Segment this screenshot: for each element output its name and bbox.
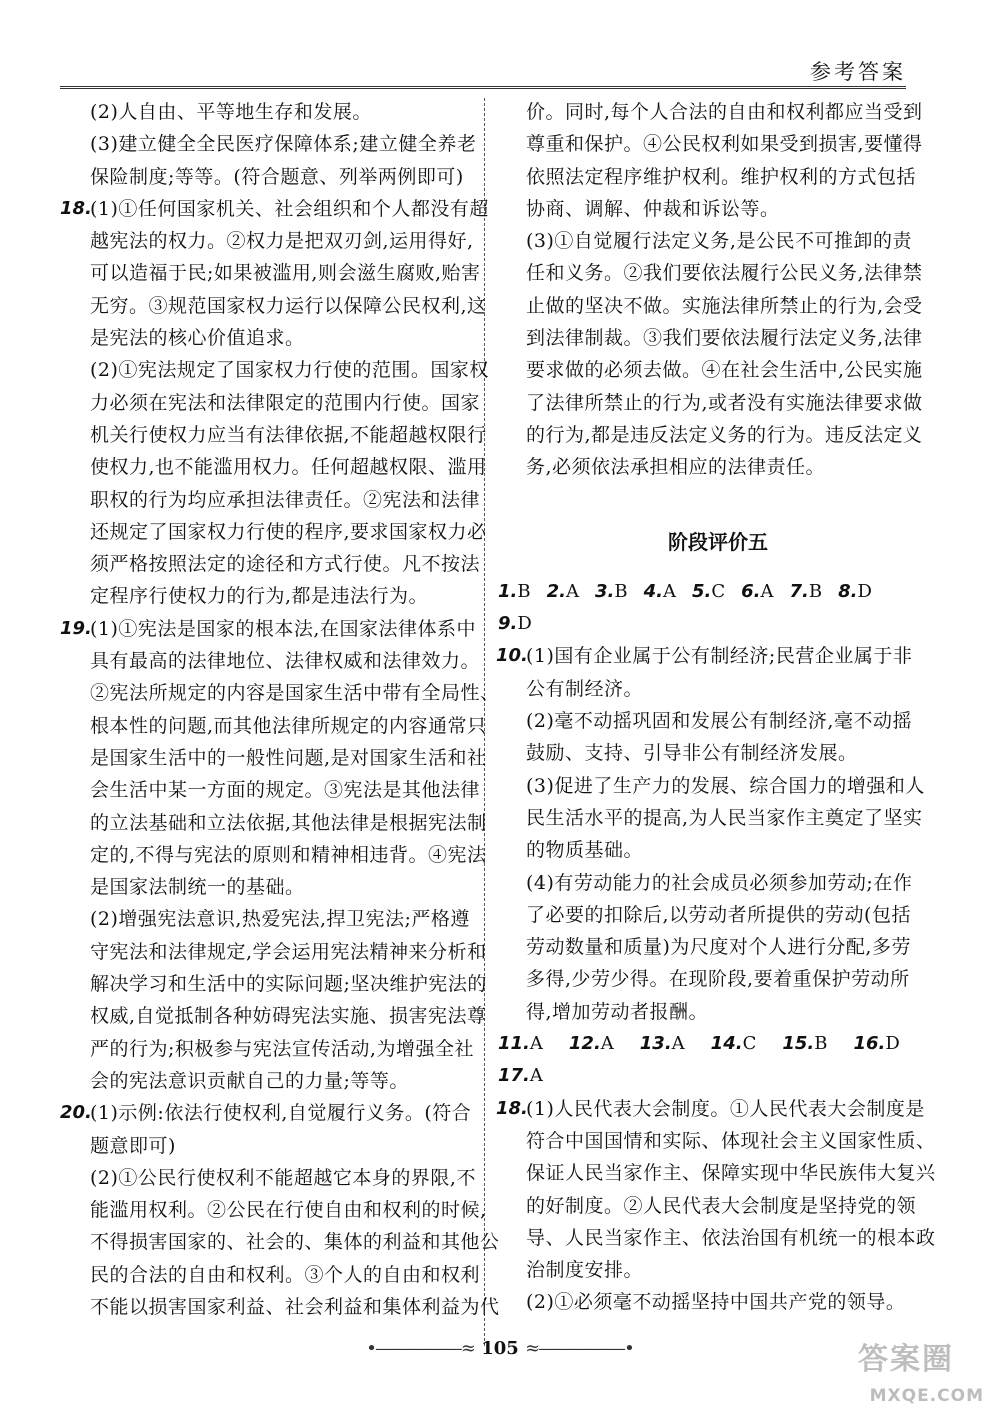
- answer-line: 严的行为;积极参与宪法宣传活动,为增强全社: [90, 1037, 474, 1060]
- page-header-title: 参考答案: [810, 60, 906, 84]
- question-number: 10.: [496, 645, 528, 667]
- answer-line: (2)①必须毫不动摇坚持中国共产党的领导。: [526, 1291, 906, 1314]
- answer-line: 保险制度;等等。(符合题意、列举两例即可): [90, 165, 464, 188]
- answer-line: 依照法定程序维护权利。维护权利的方式包括: [526, 165, 917, 188]
- mcq-item: 14.C: [710, 1033, 757, 1055]
- answer-line: 了法律所禁止的行为,或者没有实施法律要求做: [526, 391, 923, 414]
- answer-line: 得,增加劳动者报酬。: [526, 1000, 709, 1023]
- answer-line: 不能以损害国家利益、社会利益和集体利益为代: [90, 1295, 500, 1318]
- answer-line: 的好制度。②人民代表大会制度是坚持党的领: [526, 1194, 917, 1217]
- answer-line: 会生活中某一方面的规定。③宪法是其他法律: [90, 779, 481, 802]
- answer-line: (3)建立健全全民医疗保障体系;建立健全养老: [90, 133, 477, 156]
- answer-line: (2)毫不动摇巩固和发展公有制经济,毫不动摇: [526, 710, 912, 733]
- spacer: [498, 484, 910, 526]
- mcq-item: 12.A: [568, 1033, 614, 1055]
- mcq-answers-row: [498, 576, 910, 608]
- answer-line: (1)①宪法是国家的根本法,在国家法律体系中: [90, 617, 476, 640]
- question-18-stage5: [496, 1093, 936, 1319]
- spacer: [498, 558, 910, 576]
- mcq-answers-row: [498, 1028, 910, 1060]
- answer-line: 公有制经济。: [526, 677, 644, 700]
- question-19: [60, 613, 500, 1097]
- answer-line: 鼓励、支持、引导非公有制经济发展。: [526, 742, 858, 765]
- answer-line: 到法律制裁。③我们要依法履行法定义务,法律: [526, 327, 923, 350]
- answer-line: 职权的行为均应承担法律责任。②宪法和法律: [90, 488, 481, 511]
- mcq-item: 3.B: [594, 580, 628, 602]
- answer-line: 的行为,都是违反法定义务的行为。违反法定义: [526, 423, 923, 446]
- mcq-item: 13.A: [639, 1033, 685, 1055]
- answer-line: 协商、调解、仲裁和诉讼等。: [526, 197, 780, 220]
- answer-line: (1)示例:依法行使权利,自觉履行义务。(符合: [90, 1102, 472, 1125]
- answer-line: 无穷。③规范国家权力运行以保障公民权利,这: [90, 294, 487, 317]
- answer-line: 止做的坚决不做。实施法律所禁止的行为,会受: [526, 294, 923, 317]
- question-18: [60, 193, 489, 613]
- answer-line: 多得,少劳少得。在现阶段,要着重保护劳动所: [526, 968, 910, 991]
- answer-line: (1)①任何国家机关、社会组织和个人都没有超: [90, 197, 489, 220]
- answer-line: 要求做的必须去做。④在社会生活中,公民实施: [526, 359, 923, 382]
- answer-line: 还规定了国家权力行使的程序,要求国家权力必: [90, 520, 487, 543]
- answer-line: 导、人民当家作主、依法治国有机统一的根本政: [526, 1226, 936, 1249]
- page-number: 105: [481, 1338, 519, 1359]
- answer-line: (2)人自由、平等地生存和发展。: [90, 101, 372, 123]
- answer-line: 定的,不得与宪法的原则和精神相违背。④宪法: [90, 843, 487, 866]
- right-ornament-icon: ≈―――――•: [525, 1338, 634, 1359]
- answer-line: (1)国有企业属于公有制经济;民营企业属于非: [526, 645, 913, 668]
- answer-line: 权威,自觉抵制各种妨碍宪法实施、损害宪法尊: [90, 1005, 487, 1028]
- answer-line: 是国家法制统一的基础。: [90, 876, 305, 899]
- header-divider: [60, 86, 906, 89]
- answer-line: 力必须在宪法和法律限定的范围内行使。国家: [90, 391, 481, 414]
- answer-line: 的物质基础。: [526, 839, 644, 862]
- answer-line: (4)有劳动能力的社会成员必须参加劳动;在作: [526, 871, 913, 894]
- answer-line: 会的宪法意识贡献自己的力量;等等。: [90, 1069, 409, 1092]
- watermark: [794, 1334, 984, 1406]
- mcq-item: 16.D: [853, 1033, 900, 1055]
- section-title: 阶段评价五: [668, 529, 768, 554]
- answer-line: 任和义务。②我们要依法履行公民义务,法律禁: [526, 262, 923, 285]
- question-number: 20.: [60, 1102, 92, 1124]
- answer-line: 是国家生活中的一般性问题,是对国家生活和社: [90, 746, 487, 769]
- answer-line: (2)①公民行使权利不能超越它本身的界限,不: [90, 1166, 476, 1189]
- answer-line: 根本性的问题,而其他法律所规定的内容通常只: [90, 714, 487, 737]
- answer-line: 劳动数量和质量)为尺度对个人进行分配,多劳: [526, 936, 911, 959]
- answer-line: 具有最高的法律地位、法律权威和法律效力。: [90, 650, 481, 673]
- answer-line: 能滥用权利。②公民在行使自由和权利的时候,: [90, 1199, 487, 1222]
- right-column: [496, 96, 936, 1319]
- answer-line: (2)①宪法规定了国家权力行使的范围。国家权: [90, 359, 489, 382]
- answer-line: 的立法基础和立法依据,其他法律是根据宪法制: [90, 811, 487, 834]
- answer-line: 越宪法的权力。②权力是把双刃剑,运用得好,: [90, 230, 474, 253]
- answer-line: 治制度安排。: [526, 1259, 644, 1282]
- answer-line: (3)促进了生产力的发展、综合国力的增强和人: [526, 774, 925, 797]
- answer-line: 符合中国国情和实际、体现社会主义国家性质、: [526, 1129, 936, 1152]
- answer-line: (1)人民代表大会制度。①人民代表大会制度是: [526, 1097, 925, 1120]
- mcq-answers-row: [498, 1060, 910, 1092]
- mcq-item: 2.A: [546, 580, 579, 602]
- question-number: 18.: [60, 197, 92, 219]
- mcq-item: 9.D: [498, 613, 532, 635]
- answer-line: 民的合法的自由和权利。③个人的自由和权利: [90, 1263, 481, 1286]
- answer-line: 可以造福于民;如果被滥用,则会滋生腐败,贻害: [90, 262, 481, 285]
- question-number: 19.: [60, 617, 92, 639]
- watermark-logo: 答案圈: [858, 1342, 954, 1377]
- answer-line: 不得损害国家的、社会的、集体的利益和其他公: [90, 1231, 500, 1254]
- left-ornament-icon: •―――――≈: [366, 1338, 475, 1359]
- mcq-item: 5.C: [691, 580, 726, 602]
- answer-line: 解决学习和生活中的实际问题;坚决维护宪法的: [90, 973, 487, 996]
- mcq-answers-row: [498, 608, 910, 640]
- mcq-item: 1.B: [498, 580, 531, 602]
- mcq-item: 11.A: [498, 1033, 543, 1055]
- question-number: 18.: [496, 1097, 528, 1119]
- answer-line: 题意即可): [90, 1134, 176, 1157]
- mcq-item: 15.B: [782, 1033, 828, 1055]
- answer-line: 保证人民当家作主、保障实现中华民族伟大复兴: [526, 1162, 936, 1185]
- mcq-item: 7.B: [789, 580, 823, 602]
- answer-line: 尊重和保护。④公民权利如果受到损害,要懂得: [526, 133, 923, 156]
- answer-line: 了必要的扣除后,以劳动者所提供的劳动(包括: [526, 903, 911, 926]
- mcq-item: 6.A: [741, 580, 774, 602]
- answer-line: ②宪法所规定的内容是国家生活中带有全局性、: [90, 682, 500, 705]
- answer-line: 是宪法的核心价值追求。: [90, 327, 305, 350]
- answer-line: 使权力,也不能滥用权力。任何超越权限、滥用: [90, 456, 487, 479]
- answer-line: 价。同时,每个人合法的自由和权利都应当受到: [526, 101, 923, 123]
- mcq-item: 4.A: [643, 580, 676, 602]
- answer-line: 守宪法和法律规定,学会运用宪法精神来分析和: [90, 940, 487, 963]
- answer-line: (2)增强宪法意识,热爱宪法,捍卫宪法;严格遵: [90, 908, 470, 931]
- question-20: [60, 1097, 500, 1323]
- question-10: [496, 640, 925, 1028]
- answer-line: 机关行使权力应当有法律依据,不能超越权限行: [90, 423, 487, 446]
- answer-line: 务,必须依法承担相应的法律责任。: [526, 456, 826, 479]
- answer-line: (3)①自觉履行法定义务,是公民不可推卸的责: [526, 230, 912, 253]
- mcq-item: 8.D: [838, 580, 872, 602]
- mcq-item: 17.A: [498, 1065, 543, 1087]
- answer-line: 民生活水平的提高,为人民当家作主奠定了坚实: [526, 806, 923, 829]
- answer-line: 须严格按照法定的途径和方式行使。凡不按法: [90, 553, 481, 576]
- watermark-site: MXQE.COM: [869, 1386, 984, 1406]
- answer-line: 定程序行使权力的行为,都是违法行为。: [90, 585, 429, 608]
- left-column: [60, 96, 500, 1323]
